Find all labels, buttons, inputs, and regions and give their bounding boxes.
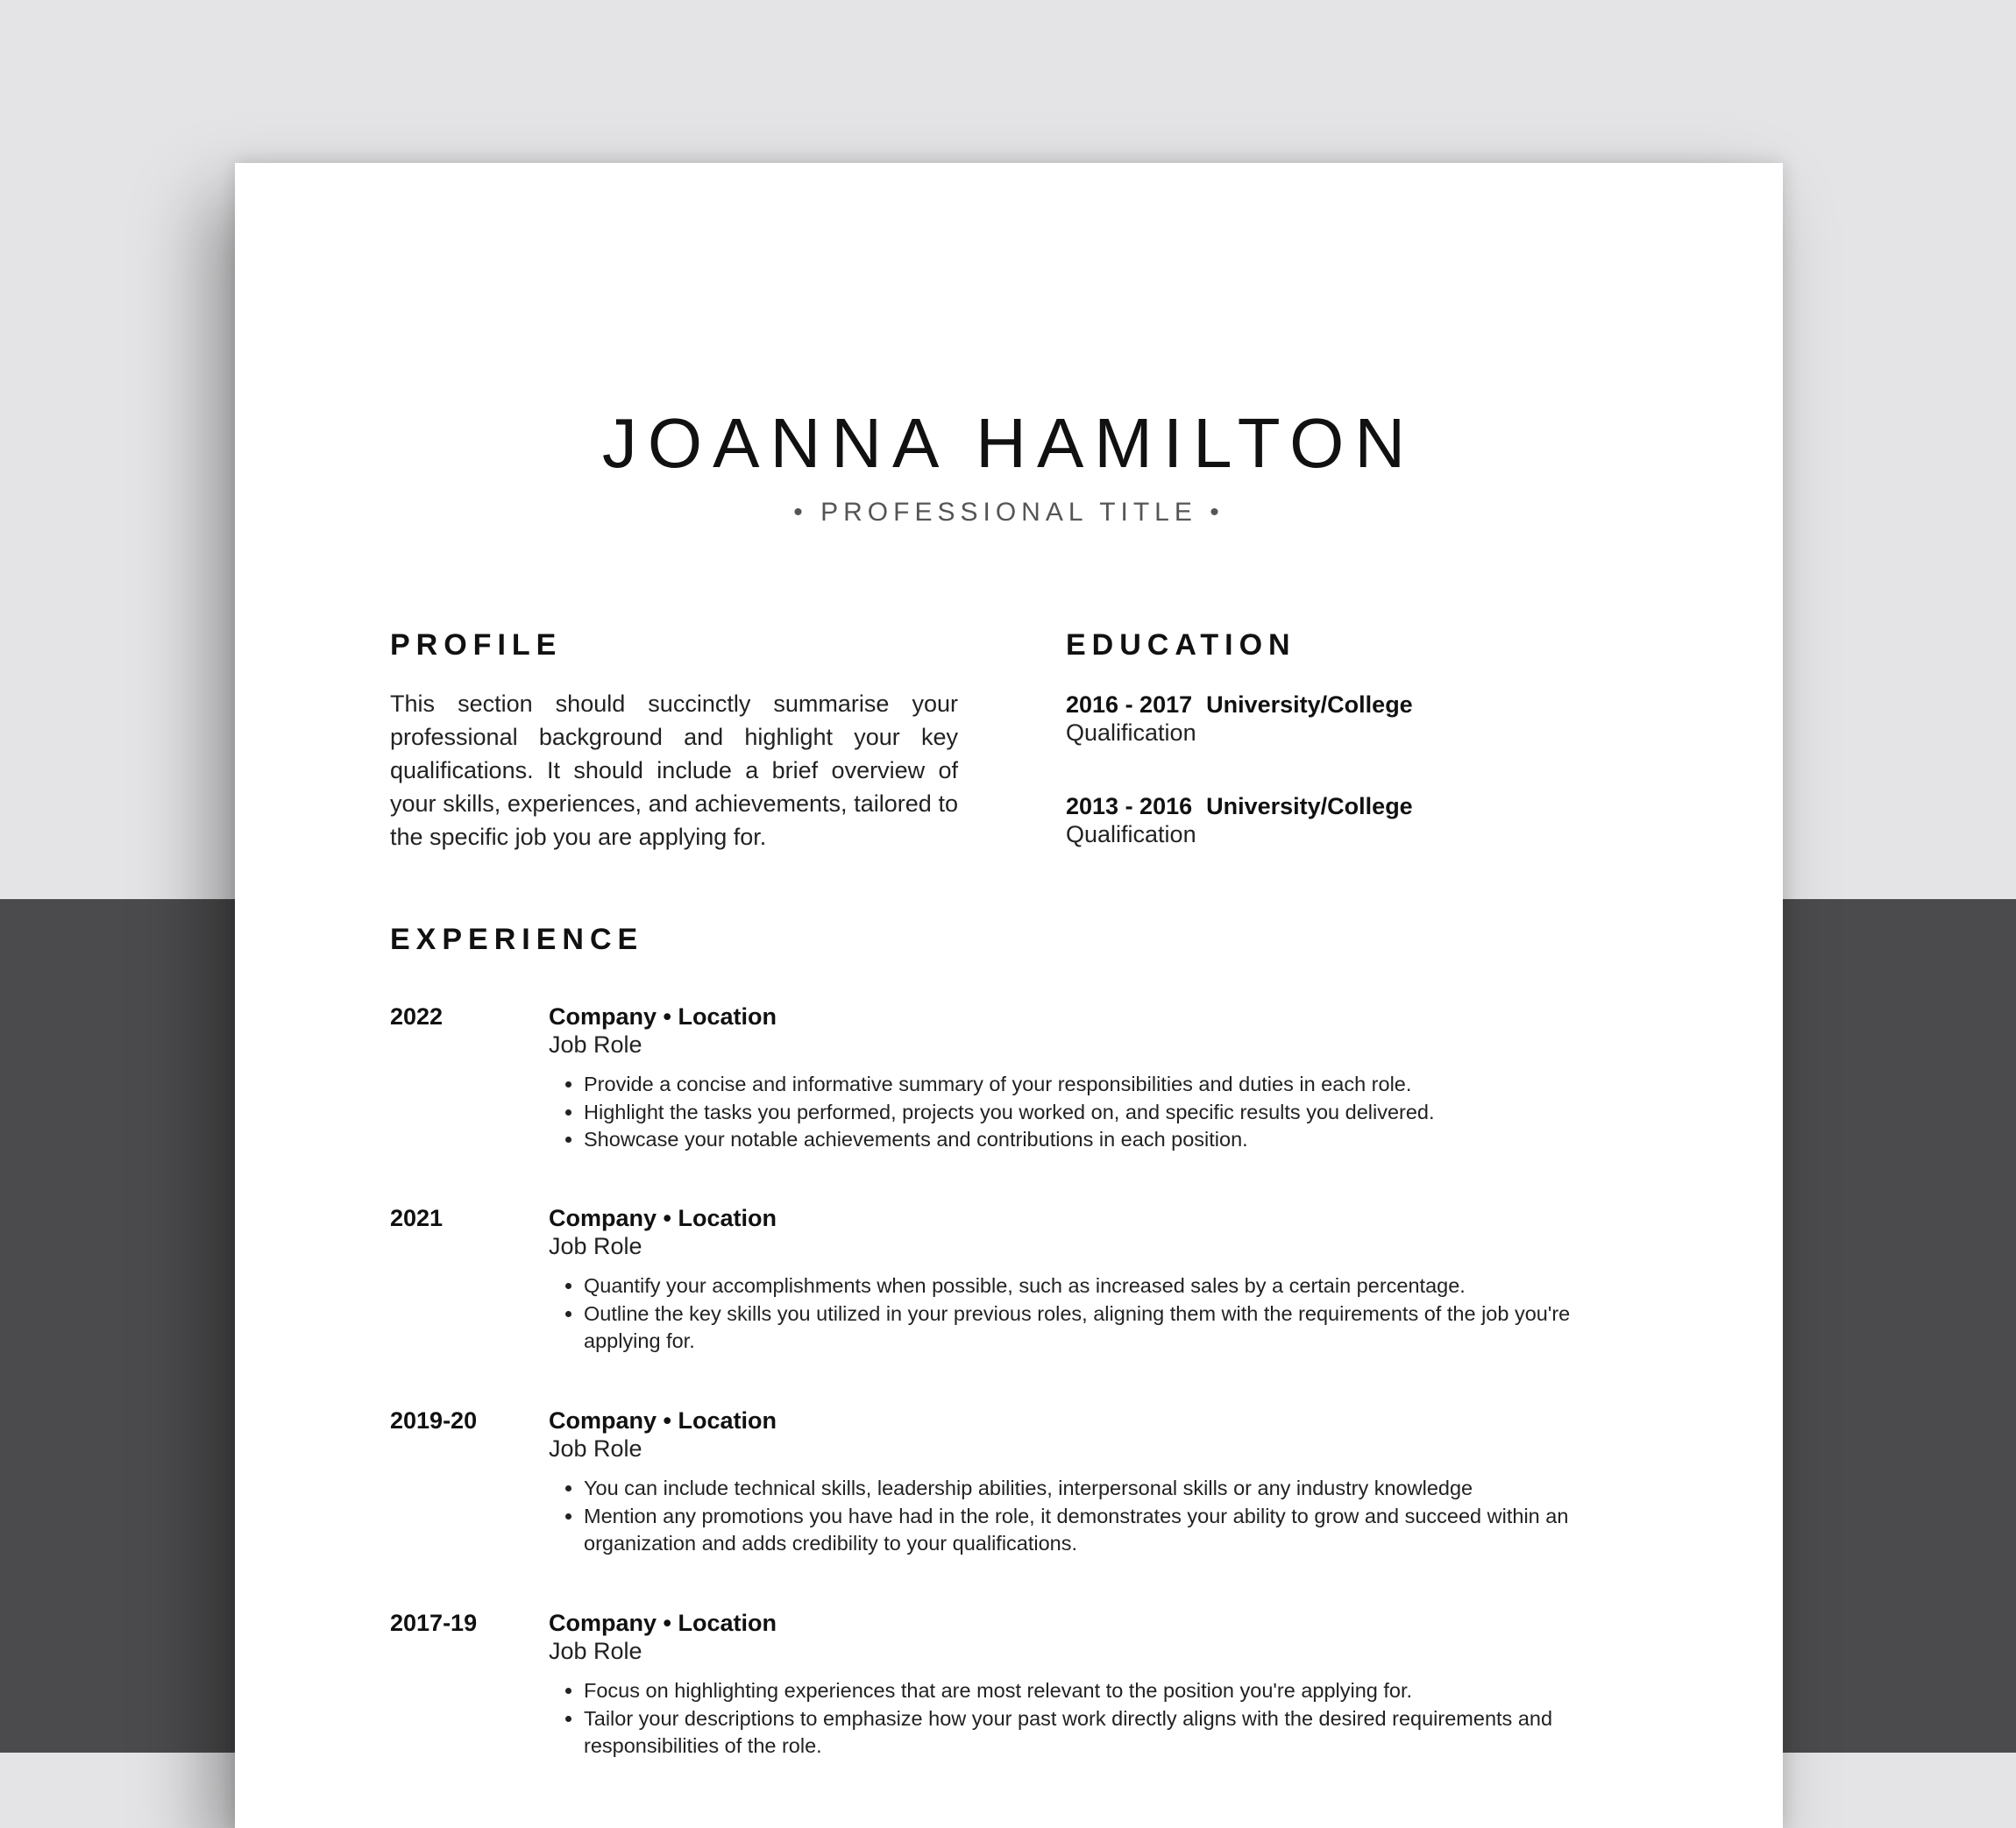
experience-bullet: • Provide a concise and informative summary of your responsibilities and duties in each role.	[584, 1071, 1644, 1099]
experience-bullets	[549, 1071, 1644, 1154]
experience-body	[549, 1609, 1644, 1761]
education-years: 2013 - 2016	[1066, 793, 1193, 819]
professional-title: • PROFESSIONAL TITLE •	[793, 498, 1225, 527]
experience-role: Job Role	[549, 1233, 642, 1259]
education-entry	[1066, 792, 1413, 848]
experience-bullets	[549, 1272, 1644, 1356]
experience-company: Company • Location	[549, 1003, 777, 1030]
experience-year: 2022	[390, 1003, 444, 1030]
education-qualification: Qualification	[1066, 719, 1196, 746]
experience-role: Job Role	[549, 1435, 642, 1462]
experience-body	[549, 1406, 1644, 1558]
experience-bullet: • Highlight the tasks you performed, projects you worked on, and specific results you delivered.	[584, 1099, 1644, 1127]
education-header	[1066, 792, 1413, 820]
education-qualification: Qualification	[1066, 821, 1196, 847]
experience-bullet: • You can include technical skills, leadership abilities, interpersonal skills or any industry knowledge	[584, 1475, 1644, 1503]
experience-company: Company • Location	[549, 1610, 777, 1636]
experience-bullet: • Showcase your notable achievements and contributions in each position.	[584, 1126, 1644, 1154]
education-header	[1066, 691, 1413, 719]
experience-bullets	[549, 1677, 1644, 1761]
experience-year: 2019-20	[390, 1407, 478, 1434]
resume-page	[235, 163, 1783, 1828]
education-entry	[1066, 691, 1413, 747]
experience-bullet: • Tailor your descriptions to emphasize how your past work directly aligns with the desired requirements and responsibilities of the role.	[584, 1705, 1644, 1761]
experience-role: Job Role	[549, 1031, 642, 1058]
experience-body	[549, 1003, 1644, 1154]
experience-bullets	[549, 1475, 1644, 1558]
education-school: University/College	[1206, 691, 1413, 718]
education-school: University/College	[1206, 793, 1413, 819]
education-heading: EDUCATION	[1066, 628, 1296, 662]
experience-bullet: • Outline the key skills you utilized in your previous roles, aligning them with the requirements of the job you're applying for.	[584, 1300, 1644, 1356]
candidate-name: JOANNA HAMILTON	[601, 404, 1416, 482]
experience-body	[549, 1204, 1644, 1356]
experience-heading: EXPERIENCE	[390, 923, 644, 956]
profile-text: This section should succinctly summarise your professional background and highlight your key qualifications. It should include a brief overview of your skills, experiences, and achievements, tailored to the specific job you are applying for.	[390, 691, 958, 850]
education-years: 2016 - 2017	[1066, 691, 1193, 718]
experience-company: Company • Location	[549, 1407, 777, 1434]
experience-bullet: • Quantify your accomplishments when possible, such as increased sales by a certain percentage.	[584, 1272, 1644, 1300]
experience-bullet: • Focus on highlighting experiences that are most relevant to the position you're applying for.	[584, 1677, 1644, 1705]
experience-company: Company • Location	[549, 1205, 777, 1231]
experience-bullet: • Mention any promotions you have had in the role, it demonstrates your ability to grow and succeed within an organization and adds credibility to your qualifications.	[584, 1503, 1644, 1558]
experience-role: Job Role	[549, 1638, 642, 1664]
profile-heading: PROFILE	[390, 628, 563, 662]
experience-year: 2017-19	[390, 1610, 478, 1636]
experience-year: 2021	[390, 1205, 444, 1231]
